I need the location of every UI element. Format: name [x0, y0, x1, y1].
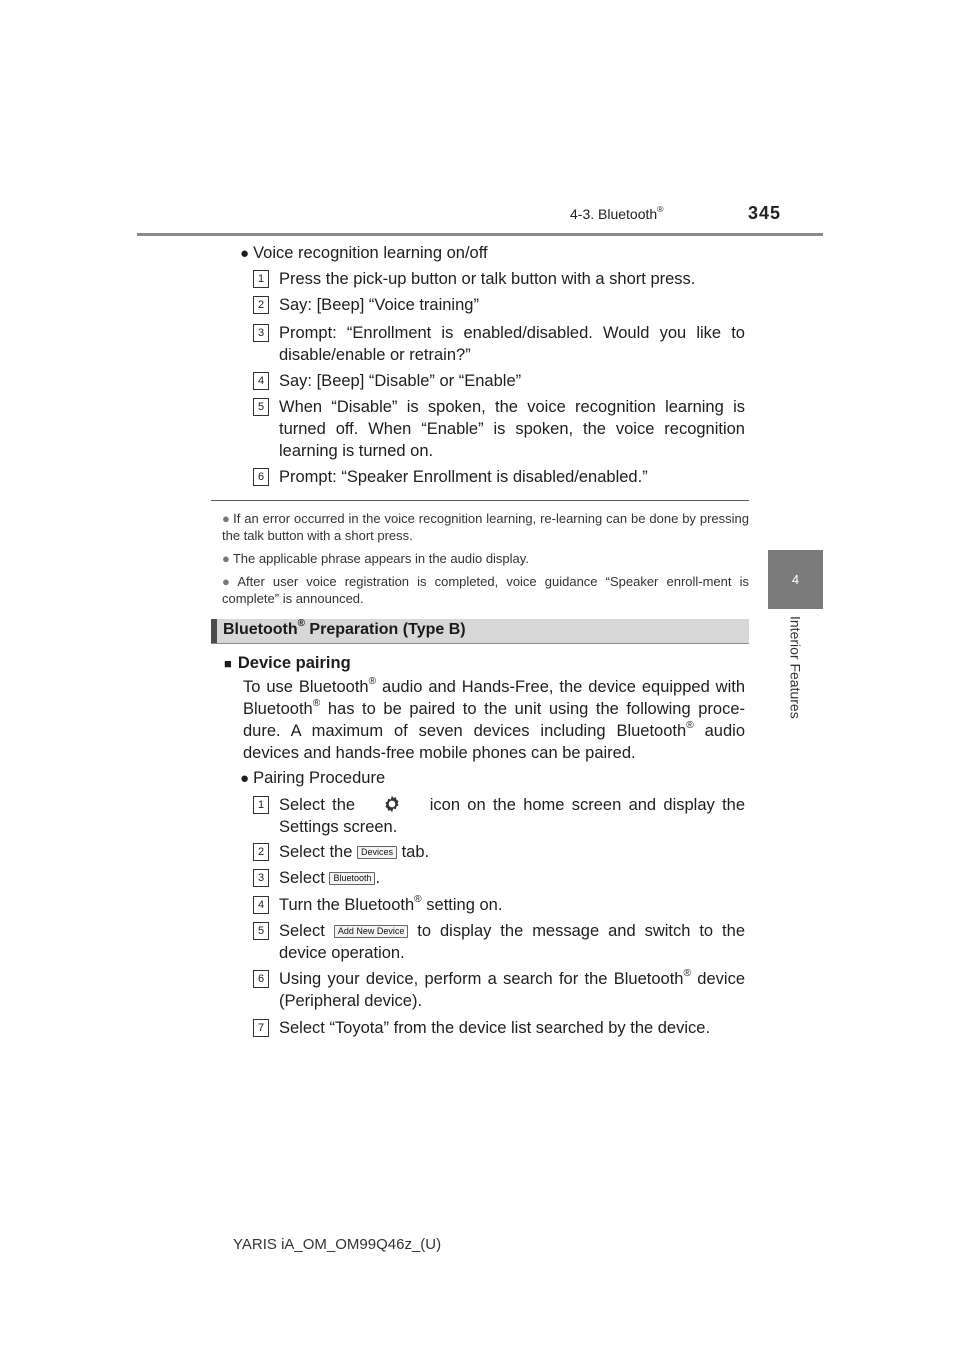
- step-number: 2: [253, 296, 269, 314]
- step-number: 5: [253, 398, 269, 416]
- step-number: 4: [253, 372, 269, 390]
- bullet-icon: ●: [240, 245, 250, 262]
- step-number: 4: [253, 896, 269, 914]
- step-number: 5: [253, 922, 269, 940]
- devices-tab-image: Devices: [357, 846, 397, 859]
- step-text: Press the pick-up button or talk button with a short press.: [279, 270, 696, 288]
- step-text: Select Bluetooth .: [279, 869, 381, 887]
- divider: [211, 500, 749, 501]
- bullet-icon: ●: [240, 770, 250, 787]
- step-number: 1: [253, 796, 269, 814]
- step-number: 7: [253, 1019, 269, 1037]
- pairing-intro: To use Bluetooth® audio and Hands-Free, the device equipped with Bluetooth® has to be paired to the unit using the following proce-dure. A maximum of seven devices including Bluetooth® audio devices and hands-free mobile phones can be paired.: [243, 675, 746, 762]
- step-text: Select the icon on the home screen and display the Settings screen.: [279, 796, 746, 836]
- note-item: ● After user voice registration is completed, voice guidance “Speaker enroll-ment is complete” is announced.: [222, 574, 749, 606]
- bullet-icon: ●: [222, 551, 230, 566]
- step-text: Prompt: “Speaker Enrollment is disabled/enabled.”: [279, 468, 648, 486]
- note-item: ● If an error occurred in the voice recognition learning, re-learning can be done by pressing the talk button with a short press.: [222, 511, 749, 543]
- step-number: 6: [253, 970, 269, 988]
- bullet-icon: ●: [222, 511, 231, 526]
- step-text: Using your device, perform a search for the Bluetooth® device (Peripheral device).: [279, 967, 746, 1010]
- header-rule: [137, 233, 823, 236]
- gear-icon: [382, 794, 402, 814]
- step-text: When “Disable” is spoken, the voice recognition learning is turned off. When “Enable” is spoken, the voice recognition learning is turned on.: [279, 398, 745, 460]
- pairing-heading: ■ Device pairing: [224, 654, 351, 672]
- note-item: ● The applicable phrase appears in the audio display.: [222, 551, 529, 566]
- step-text: Select the Devices tab.: [279, 843, 430, 861]
- step-text: Select “Toyota” from the device list searched by the device.: [279, 1019, 711, 1037]
- bluetooth-button-image: Bluetooth: [329, 872, 375, 885]
- page-number: 345: [748, 203, 782, 223]
- step-number: 6: [253, 468, 269, 486]
- add-new-device-button-image: Add New Device: [334, 925, 409, 938]
- section-title: Bluetooth® Preparation (Type B): [223, 618, 466, 638]
- step-number: 2: [253, 843, 269, 861]
- bullet-icon: ●: [222, 574, 235, 589]
- square-bullet-icon: ■: [224, 656, 232, 671]
- chapter-tab: 4: [768, 550, 823, 609]
- step-text: Say: [Beep] “Voice training”: [279, 296, 479, 314]
- running-header: 4-3. Bluetooth®: [570, 204, 664, 222]
- step-text: Select Add New Device to display the message and switch to the device operation.: [279, 922, 745, 962]
- chapter-label: Interior Features: [787, 616, 804, 719]
- procedure-heading: ● Pairing Procedure: [240, 769, 386, 787]
- step-number: 3: [253, 869, 269, 887]
- step-text: Say: [Beep] “Disable” or “Enable”: [279, 372, 522, 390]
- document-id: YARIS iA_OM_OM99Q46z_(U): [233, 1236, 442, 1253]
- step-number: 1: [253, 270, 269, 288]
- voice-learning-heading: ● Voice recognition learning on/off: [240, 244, 488, 262]
- section-bar-underline: [211, 643, 749, 644]
- step-text: Turn the Bluetooth® setting on.: [279, 893, 503, 914]
- step-text: Prompt: “Enrollment is enabled/disabled. Would you like to disable/enable or retrain?”: [279, 324, 745, 364]
- step-number: 3: [253, 324, 269, 342]
